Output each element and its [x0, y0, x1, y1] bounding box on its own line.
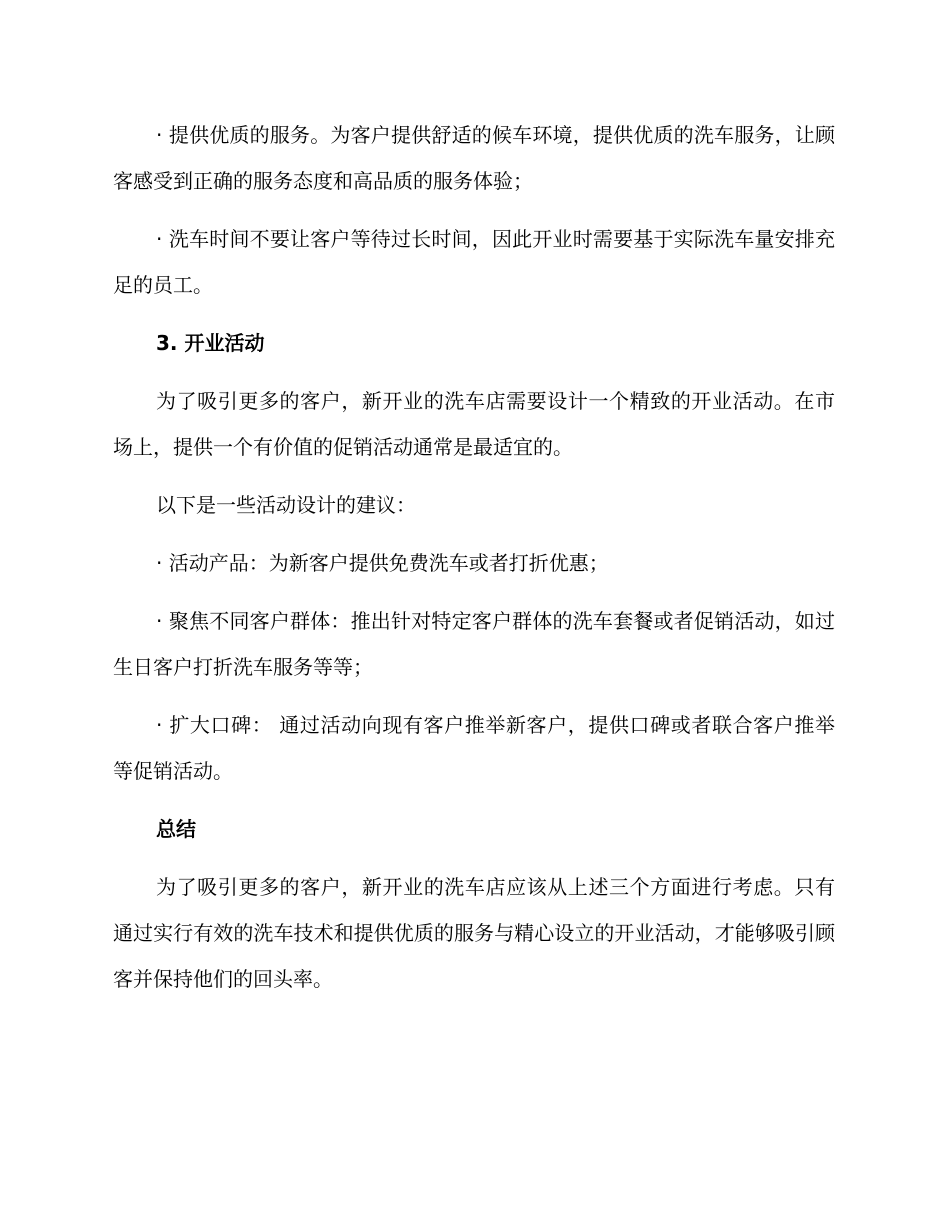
paragraph-wait-time: · 洗车时间不要让客户等待过长时间，因此开业时需要基于实际洗车量安排充足的员工。 [113, 227, 835, 297]
paragraph-opening-intro: 为了吸引更多的客户，新开业的洗车店需要设计一个精致的开业活动。在市场上，提供一个有价值的促销活动通常是最适宜的。 [113, 389, 835, 459]
document-body [113, 112, 835, 1014]
paragraph-quality-service: · 提供优质的服务。为客户提供舒适的候车环境，提供优质的洗车服务，让顾客感受到正确的服务态度和高品质的服务体验； [113, 123, 835, 193]
paragraph-suggestions-intro: 以下是一些活动设计的建议： [156, 493, 416, 517]
paragraph-word-of-mouth: · 扩大口碑： 通过活动向现有客户推举新客户，提供口碑或者联合客户推举等促销活动。 [113, 713, 835, 783]
paragraph-customer-groups: · 聚焦不同客户群体：推出针对特定客户群体的洗车套餐或者促销活动，如过生日客户打折洗车服务等等； [113, 609, 835, 679]
paragraph-activity-product: · 活动产品：为新客户提供免费洗车或者打折优惠； [156, 551, 609, 575]
section-heading-opening-activity: 3. 开业活动 [156, 331, 265, 355]
section-heading-summary: 总结 [156, 817, 196, 841]
paragraph-summary: 为了吸引更多的客户，新开业的洗车店应该从上述三个方面进行考虑。只有通过实行有效的洗车技术和提供优质的服务与精心设立的开业活动，才能够吸引顾客并保持他们的回头率。 [113, 875, 835, 991]
